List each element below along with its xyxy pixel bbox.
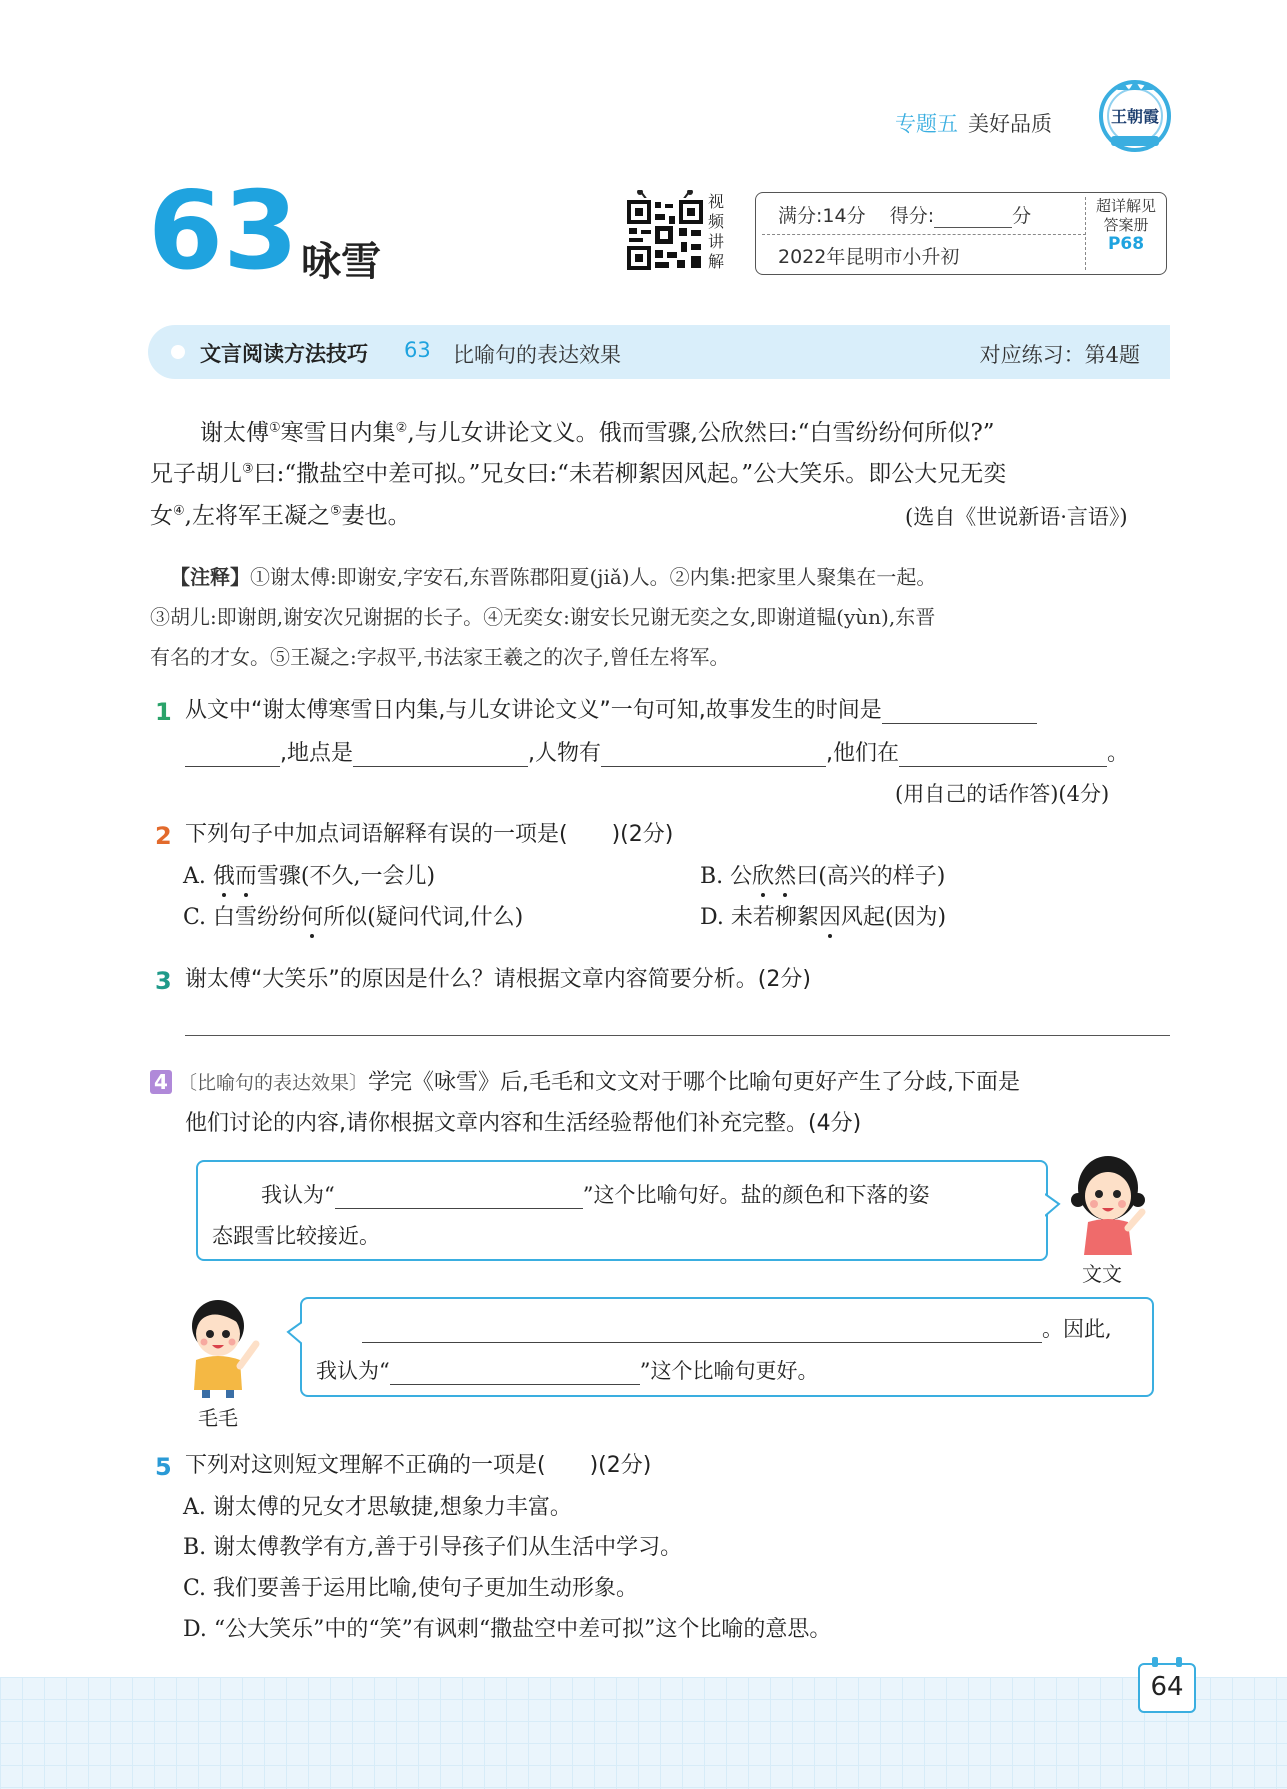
notes-line-2: ③胡儿:即谢朗,谢安次兄谢据的长子。④无奕女:谢安长兄谢无奕之女,即谢道韫(yùn),东晋 [150, 605, 936, 629]
q1-blank-place[interactable] [353, 744, 528, 767]
wenwen-speech-bubble [196, 1160, 1048, 1261]
q1-blank-people[interactable] [601, 744, 826, 767]
banner-method: 文言阅读方法技巧 [200, 342, 368, 366]
question-2-number: 2 [155, 822, 172, 850]
passage-line-2: 兄子胡儿③曰:“撒盐空中差可拟。”兄女曰:“未若柳絮因风起。”公大笑乐。即公大兄无奕 [150, 461, 1007, 487]
passage-line-3: 女④,左将军王凝之⑤妻也。 [150, 503, 411, 529]
wenwen-line-2: 态跟雪比较接近。 [212, 1224, 380, 1248]
wenwen-line-1: 我认为“ ”这个比喻句好。盐的颜色和下落的姿 [261, 1183, 930, 1207]
full-score: 满分:14分 [778, 205, 866, 227]
q5-option-d[interactable]: D. “公大笑乐”中的“笑”有讽刺“撒盐空中差可拟”这个比喻的意思。 [183, 1617, 832, 1642]
bullet-dot-icon [171, 345, 185, 359]
q1-blank-time-cont[interactable] [185, 744, 280, 767]
score-box [755, 192, 1167, 275]
answer-page: P68 [1107, 234, 1145, 254]
passage-line-1: 谢太傅①寒雪日内集②,与儿女讲论文义。俄而雪骤,公欣然曰:“白雪纷纷何所似?” [200, 420, 995, 446]
question-1-line-2: ,地点是 ,人物有 ,他们在 。 [185, 741, 1129, 767]
q3-answer-line[interactable] [185, 1035, 1170, 1036]
score-line [778, 201, 1031, 228]
question-5-number: 5 [155, 1453, 172, 1481]
question-3-number: 3 [155, 967, 172, 995]
maomao-line-1: 。因此, [362, 1313, 1112, 1343]
q2-option-b[interactable]: B. 公欣然曰(高兴的样子) [700, 864, 946, 889]
q2-option-d[interactable]: D. 未若柳絮因风起(因为) [700, 905, 947, 930]
exam-source: 2022年昆明市小升初 [778, 246, 960, 268]
score-label: 得分: [889, 205, 935, 227]
topic-label: 专题五 [895, 112, 958, 136]
bubble-tail-right-icon [1045, 1192, 1061, 1218]
question-1-note: (用自己的话作答)(4分) [895, 782, 1110, 806]
q2-option-a[interactable]: A. 俄而雪骤(不久,一会儿) [183, 864, 436, 889]
maomao-blank-choice[interactable] [390, 1362, 640, 1385]
video-explain-label[interactable]: 视频讲解 [708, 192, 725, 271]
maomao-name: 毛毛 [198, 1406, 238, 1430]
answer-reference [1086, 197, 1166, 254]
q5-option-b[interactable]: B. 谢太傅教学有方,善于引导孩子们从生活中学习。 [183, 1535, 683, 1560]
answer-line2: 答案册 [1103, 216, 1149, 234]
notes-line-1: 【注释】①谢太傅:即谢安,字安石,东晋陈郡阳夏(jiǎ)人。②内集:把家里人聚集在一起。 [170, 565, 937, 589]
question-2-text: 下列句子中加点词语解释有误的一项是( )(2分) [185, 822, 674, 847]
lesson-number: 63 [148, 169, 299, 294]
logo-text: 王朝霞 [1110, 107, 1160, 126]
topic-name: 美好品质 [968, 112, 1052, 136]
lesson-title: 咏雪 [301, 239, 381, 285]
question-5-text: 下列对这则短文理解不正确的一项是( )(2分) [185, 1453, 652, 1478]
banner-topic: 比喻句的表达效果 [453, 343, 621, 367]
score-blank[interactable] [934, 209, 1012, 228]
question-1-text: 从文中“谢太傅寒雪日内集,与儿女讲论文义”一句可知,故事发生的时间是 [185, 698, 1037, 724]
notes-line-3: 有名的才女。⑤王凝之:字叔平,书法家王羲之的次子,曾任左将军。 [150, 645, 730, 669]
page-number: 64 [1150, 1672, 1184, 1702]
page-number-badge [1138, 1663, 1196, 1713]
qr-code-icon[interactable] [625, 190, 705, 272]
footer-grid [0, 1677, 1287, 1789]
banner-method-number: 63 [404, 338, 431, 362]
wenwen-name: 文文 [1082, 1262, 1122, 1286]
wenwen-blank[interactable] [335, 1186, 583, 1209]
maomao-speech-bubble [300, 1297, 1154, 1397]
bubble-tail-left-icon [286, 1320, 302, 1346]
banner-practice: 对应练习：第4题 [979, 343, 1140, 367]
brand-logo [1097, 78, 1173, 154]
q1-blank-doing[interactable] [899, 744, 1107, 767]
q2-option-c[interactable]: C. 白雪纷纷何所似(疑问代词,什么) [183, 905, 524, 930]
passage-source: (选自《世说新语·言语》) [905, 505, 1128, 529]
question-4-text-1: 〔比喻句的表达效果〕学完《咏雪》后,毛毛和文文对于哪个比喻句更好产生了分歧,下面是 [178, 1070, 1021, 1095]
score-unit: 分 [1012, 205, 1032, 227]
q5-option-a[interactable]: A. 谢太傅的兄女才思敏捷,想象力丰富。 [183, 1495, 572, 1520]
method-banner [148, 325, 1170, 379]
question-4-number: 4 [150, 1070, 172, 1094]
maomao-avatar [180, 1290, 270, 1400]
question-3-text: 谢太傅“大笑乐”的原因是什么？请根据文章内容简要分析。(2分) [185, 967, 811, 992]
topic-heading [895, 108, 1052, 138]
wenwen-avatar [1068, 1150, 1148, 1255]
question-1-number: 1 [155, 698, 172, 726]
q5-option-c[interactable]: C. 我们要善于运用比喻,使句子更加生动形象。 [183, 1576, 639, 1601]
maomao-blank-reason[interactable] [362, 1320, 1042, 1343]
notes-label: 【注释】 [170, 565, 250, 589]
answer-line1: 超详解见 [1095, 197, 1156, 215]
q1-blank-time[interactable] [882, 701, 1037, 724]
maomao-line-2: 我认为“ ”这个比喻句更好。 [316, 1359, 819, 1383]
question-4-text-2: 他们讨论的内容,请你根据文章内容和生活经验帮他们补充完整。(4分) [185, 1111, 862, 1136]
